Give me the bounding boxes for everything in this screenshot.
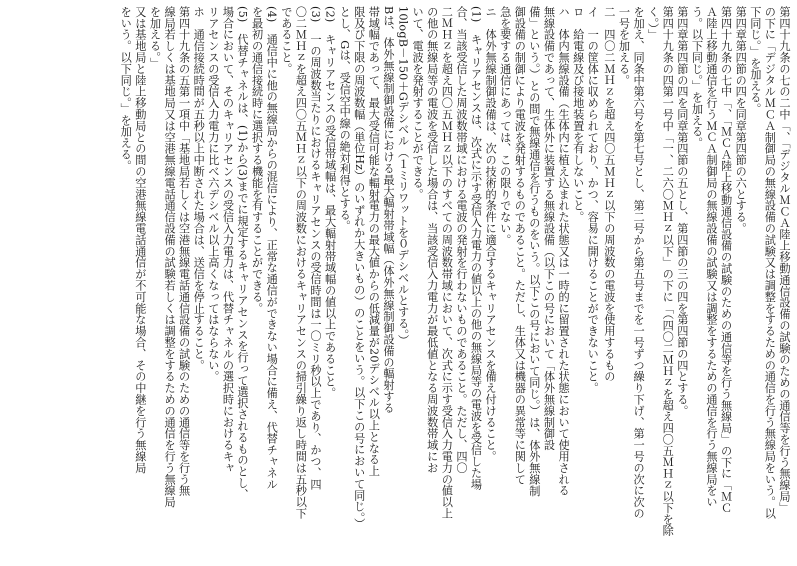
- text-line: 又は基地局と陸上移動局との間の空港無線電話通信が不可能な場合、その中継を行う無線局: [133, 6, 147, 474]
- text-line: (5) 代替チャネルは、(1)から(3)までに規定するキャリアセンスを行って選択されるものとし、: [236, 6, 250, 500]
- text-line: ホ 通信接続時間が五秒以上中断された場合は、送信を停止すること。: [192, 6, 206, 371]
- text-line: 〇二ＭＨｚを超え四〇五ＭＨｚ以下の周波数におけるキャリアセンスの掃引繰り返し時間は五秒以下: [294, 6, 308, 519]
- text-line: Bは、体外無線制御設備における最大輻射帯域幅（体外無線制御設備の輻射する: [381, 6, 395, 414]
- text-line: イ 一の筐体に収められており、かつ、容易に開けることができないこと。: [586, 6, 600, 394]
- text-line: (4) 通信中に他の無線局からの混信により、正常な通信ができない場合に備え、代替チャネル: [265, 6, 279, 490]
- text-line: 無線設備であって、生体外に装置する無線設備（以下この号において「体外無線制御設: [542, 6, 556, 451]
- text-line: リアセンスの受信入力電力に比べ六デシベル以上高くなってはならない。: [206, 6, 220, 383]
- text-line: ニ 体外無線制御設備は、次の技術的条件に適合するキャリアセンスを備え付けること。: [484, 6, 498, 462]
- text-line: 一号を加える。: [617, 6, 631, 86]
- text-line: 第四十九条の七中「、「ＭＣＡ陸上移動通信設備の試験のための通信等を行う無線局」の下に「ＭＣ: [719, 6, 733, 514]
- text-line: ロ 給電線及び接地装置を有しないこと。: [571, 6, 585, 223]
- text-line: 第四十九条の五第一項中「基地局若しくは空港無線電話通信設備の試験のための通信等を行う無: [177, 6, 191, 497]
- text-line: とし、Gは、受信空中線の絶対利得とする。: [338, 6, 352, 232]
- text-line: 第四章第四節の四を同章第四節の六とする。: [734, 6, 748, 234]
- text-line: う。以下同じ。」を加える。: [690, 6, 704, 149]
- text-line: を加える。」: [148, 6, 162, 69]
- text-line: 場合において、そのキャリアセンスの受信入力電力は、代替チャネルの選択時におけるキャ: [221, 6, 235, 474]
- text-line: をいう。以下同じ。」を加える。: [119, 6, 133, 172]
- text-line: の他の無線局等の電波を受信した場合は、当該受信入力電力が最低値となる周波数帯域にお: [425, 6, 439, 474]
- text-line: Ａ陸上移動通信を行うＭＣＡ制御局の無線設備の試験又は調整をするための通信を行う無線局をい: [705, 6, 719, 508]
- text-line: の下に「デジタルＭＣＡ制御局の無線設備の試験又は調整をするための通信を行う無線局をいう。以: [763, 6, 777, 519]
- text-line: 第四章第四節の四を同章第四節の五とし、第四節の三の四を第四節の四とする。: [675, 6, 689, 417]
- text-line: 二ＭＨｚを超え四〇五ＭＨｚ以下のすべての周波数帯域において、次式に示す受信入力電力の値以上: [440, 6, 454, 519]
- text-line: 帯域幅であって、最大受信可能な輻射電力の最大値からの低減量が20デシベル以上となる上: [367, 6, 381, 477]
- text-line: 線局若しくは基地局又は空港無線電話通信設備の試験若しくは調整をするための通信を行う無線局: [163, 6, 177, 508]
- text-line: 急を要する通信にあっては、この限りでない。: [498, 6, 512, 246]
- text-line: 限及び下限の周波数幅（単位Hz）のいずれか大きいもの）のことをいう。以下この号において同じ。）: [352, 6, 366, 530]
- text-line: を最初の通信接続時に選択する機能を有することができる。: [250, 6, 264, 314]
- text-line: 第四十九条の七の二中「、「デジタルＭＣＡ陸上移動通信設備の試験のための通信等を行う無線局」: [778, 6, 791, 514]
- text-line: を加え、同条中第六号を第七号とし、第二号から第五号までを一号ずつ繰り下げ、第一号の次に次の: [632, 6, 646, 519]
- text-line: であること。: [279, 6, 293, 75]
- text-line: 備」という。）との間で無線通信を行うものをいう。以下この号において同じ。）は、体外無線制: [527, 6, 541, 497]
- text-line: (1) キャリアセンスは、次式に示す受信入力電力の値以上の他の無線局等の電波を受信した場: [469, 6, 483, 490]
- formula-line: 10logB－150＋Gデシベル（１ミリワットを０デシベルとする。）: [396, 6, 410, 347]
- vertical-text-body: [6, 6, 791, 560]
- text-line: 第四十九条の四第一号中「一、二六〇ＭＨｚ以下」の下に「（四〇二ＭＨｚを超え四〇五ＭＨｚ以下を除く。）」: [646, 6, 675, 537]
- text-line: (2) キャリアセンスの受信帯域幅は、最大輻射帯域幅の値以上であること。: [323, 6, 337, 399]
- text-line: 御設備の制御により電波を発射するものであること。ただし、生体又は機器の異常等に関して: [513, 6, 527, 485]
- text-line: 二 四〇二ＭＨｚを超え四〇五ＭＨｚ以下の周波数の電波を使用するもの: [602, 6, 616, 383]
- text-line: 合、当該受信した周波数帯域における電波の発射を行わないものであること。ただし、四〇: [454, 6, 468, 474]
- text-line: 下同じ。」を加える。: [748, 6, 762, 115]
- text-line: ハ 体内無線設備（生体内に植え込まれた状態又は一時的に留置された状態において使用される: [557, 6, 571, 497]
- text-line: いて、電波を発射することができる。: [411, 6, 425, 200]
- text-line: (3) 一の周波数当たりにおけるキャリアセンスの受信時間は一〇ミリ秒以上であり、かつ、四: [309, 6, 322, 490]
